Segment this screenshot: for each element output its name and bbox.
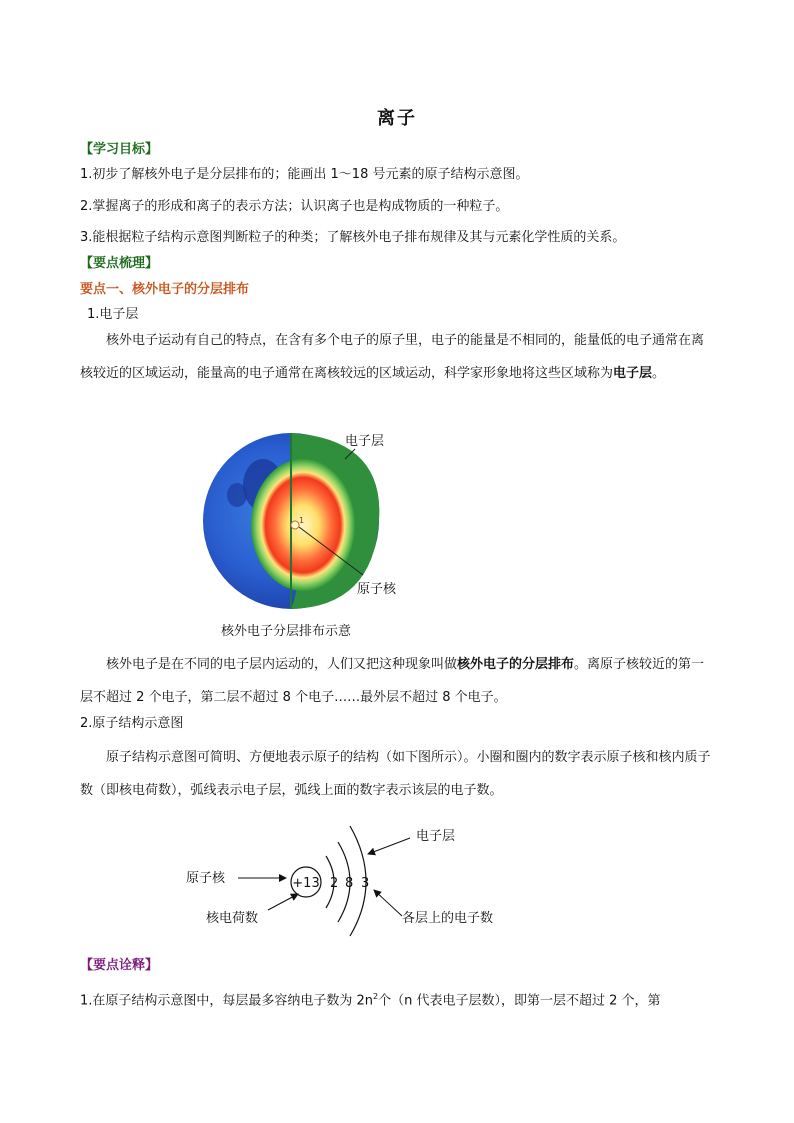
label-electron-shell: 电子层 bbox=[416, 829, 456, 844]
para1-end: 。 bbox=[652, 366, 666, 381]
shell-count-1: 2 bbox=[330, 876, 339, 891]
explain-1 bbox=[80, 987, 661, 1011]
explain1-rest: 个（n 代表电子层数），即第一层不超过 2 个，第 bbox=[378, 993, 661, 1009]
paragraph-layered-arrangement bbox=[80, 648, 714, 714]
label-nucleus: 原子核 bbox=[186, 871, 226, 886]
shell-count-3: 3 bbox=[361, 876, 370, 891]
label-electron-shell: 电子层 bbox=[345, 434, 385, 449]
para2-text: 核外电子是在不同的电子层内运动的，人们又把这种现象叫做 bbox=[106, 657, 458, 672]
para2-rest: 。离原子核较近的第一层不超过 2 个电子，第二层不超过 8 个电子……最外层不超过 8 个电子。 bbox=[80, 657, 705, 705]
page-title: 离子 bbox=[377, 108, 417, 129]
explain1-text: 1.在原子结构示意图中，每层最多容纳电子数为 2n bbox=[80, 993, 374, 1009]
paragraph-electron-shell bbox=[80, 324, 714, 390]
electron-shell-figure bbox=[195, 425, 435, 647]
cutaway-core-layers bbox=[251, 459, 355, 591]
atomic-structure-diagram bbox=[178, 812, 518, 940]
para2-keyword: 核外电子的分层排布 bbox=[457, 657, 575, 672]
para1-keyword: 电子层 bbox=[613, 366, 653, 381]
goal-3: 3.能根据粒子结构示意图判断粒子的种类；了解核外电子排布规律及其与元素化学性质的关系。 bbox=[80, 230, 626, 245]
para1-text: 核外电子运动有自己的特点，在含有多个电子的原子里，电子的能量是不相同的，能量低的电子通常在离核较近的区域运动，能量高的电子通常在离核较远的区域运动，科学家形象地将这些区域称为 bbox=[80, 333, 705, 381]
points-tag: 【要点梳理】 bbox=[80, 256, 159, 271]
sphere-dark-patch-2 bbox=[227, 483, 247, 507]
label-electron-counts: 各层上的电子数 bbox=[402, 911, 494, 926]
nucleus-dot bbox=[291, 521, 299, 529]
goal-2: 2.掌握离子的形成和离子的表示方法；认识离子也是构成物质的一种粒子。 bbox=[80, 199, 509, 214]
para3-text: 原子结构示意图可简明、方便地表示原子的结构（如下图所示）。小圈和圈内的数字表示原子核和核内质子数（即核电荷数），弧线表示电子层，弧线上面的数字表示该层的电子数。 bbox=[80, 750, 711, 798]
explain1-superscript: 2 bbox=[373, 992, 379, 1001]
core-mark: 1 bbox=[299, 516, 305, 525]
subheading-structure-diagram: 2.原子结构示意图 bbox=[80, 716, 184, 731]
goal-1: 1.初步了解核外电子是分层排布的；能画出 1～18 号元素的原子结构示意图。 bbox=[80, 167, 529, 182]
subheading-electron-shell: 1.电子层 bbox=[87, 307, 139, 322]
label-nucleus: 原子核 bbox=[357, 582, 397, 597]
shell-count-2: 8 bbox=[345, 876, 354, 891]
paragraph-structure-diagram bbox=[80, 741, 714, 807]
goals-tag: 【学习目标】 bbox=[80, 142, 159, 157]
point1-heading: 要点一、核外电子的分层排布 bbox=[80, 282, 250, 297]
nucleus-charge: +13 bbox=[292, 876, 320, 891]
figure1-caption: 核外电子分层排布示意 bbox=[221, 624, 352, 639]
label-nuclear-charge: 核电荷数 bbox=[206, 911, 259, 926]
explain-tag: 【要点诠释】 bbox=[80, 958, 159, 973]
